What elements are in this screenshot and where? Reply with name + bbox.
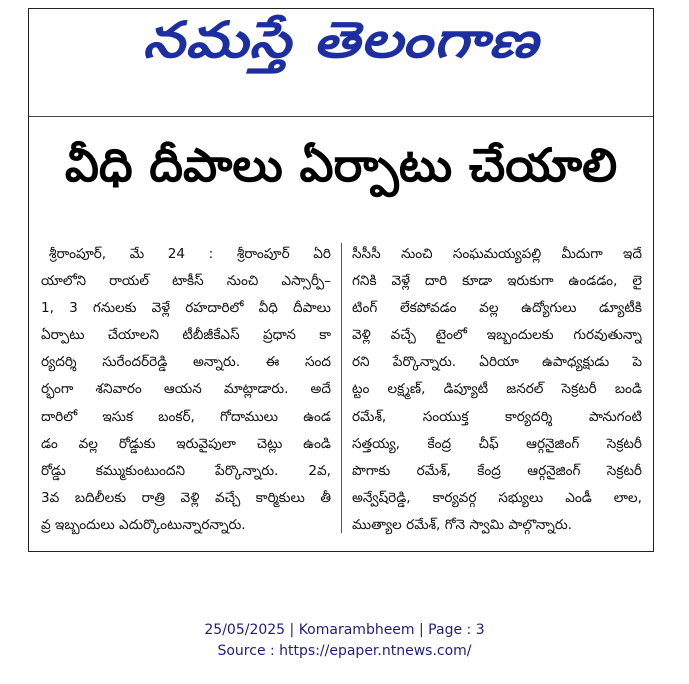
- article-line: సత్తయ్య, కేంద్ర చీఫ్ ఆర్గనైజింగ్ సెక్రటరీ: [352, 435, 642, 452]
- article-headline: వీధి దీపాలు ఏర్పాటు చేయాలి: [64, 138, 618, 192]
- article-line: రోడ్డు కమ్ముకుంటుందని పేర్కొన్నారు. 2వ,: [41, 462, 331, 479]
- article-line: దారిలో ఇసుక బంకర్, గోదాములు ఉండ: [41, 408, 331, 425]
- article-line: రమేశ్, సంయుక్త కార్యదర్శి పానుగంటి: [352, 408, 642, 425]
- article-line: 3వ బదిలీలకు రాత్రి వెళ్లి వచ్చే కార్మికులు తీ: [41, 489, 331, 506]
- article-column-right: [352, 241, 642, 539]
- article-line: ర్భంగా శనివారం ఆయన మాట్లాడారు. అదే: [41, 381, 331, 398]
- masthead-divider: [29, 116, 653, 117]
- masthead: [29, 9, 653, 117]
- article-line: యాలోని రాయల్ టాకీస్ నుంచి ఎస్సార్పీ–: [41, 273, 331, 290]
- newspaper-logo: నమస్తే తెలంగాణ: [143, 11, 539, 69]
- article-line: ఏర్పాటు చేయాలని టీబీజీకేఎస్ ప్రధాన కా: [41, 327, 331, 344]
- article-line: టింగ్ లేకపోవడం వల్ల ఉద్యోగులు డ్యూటీకి: [352, 300, 642, 317]
- article-line: శ్రీరాంపూర్, మే 24 : శ్రీరాంపూర్ ఏరి: [49, 246, 331, 262]
- article-line: ట్టం లక్ష్మణ్, డిప్యూటీ జనరల్ సెక్రటరీ బండి: [352, 381, 642, 398]
- article-line: సీసీసీ నుంచి సంఘమయ్యపల్లి మీదుగా ఇదే: [352, 246, 642, 262]
- article-line: 1, 3 గనులకు వెళ్లే రహదారిలో వీధి దీపాలు: [41, 300, 331, 317]
- column-divider: [341, 243, 342, 533]
- article-line: డం వల్ల రోడ్డుకు ఇరువైపులా చెట్లు ఉండి: [41, 435, 331, 452]
- caption-date-edition-page: 25/05/2025 | Komarambheem | Page : 3: [204, 622, 485, 638]
- clipping-caption: [0, 620, 689, 662]
- article-line: రని పేర్కొన్నారు. ఏరియా ఉపాధ్యక్షుడు పె: [352, 354, 642, 371]
- article-line: ర్యదర్శి సురేందర్‌రెడ్డి అన్నారు. ఈ సంద: [41, 354, 331, 371]
- article-line: గనికి వెళ్లే దారి కూడా ఇరుకుగా ఉండడం, లై: [352, 273, 642, 290]
- article-body: [41, 241, 641, 541]
- article-line: వెళ్లి వచ్చే టైంలో ఇబ్బందులకు గురవుతున్నా: [352, 327, 642, 344]
- article-line: అన్వేష్‌రెడ్డి, కార్యవర్గ సభ్యులు ఎండీ లాల,: [352, 489, 642, 506]
- newspaper-clipping: [28, 8, 654, 552]
- article-line: వ్ర ఇబ్బందులు ఎదుర్కొంటున్నారన్నారు.: [41, 516, 246, 533]
- article-line: ముత్యాల రమేశ్, గోనె స్వామి పాల్గొన్నారు.: [352, 516, 572, 533]
- article-column-left: [41, 241, 331, 539]
- article-line: పొగాకు రమేశ్, కేంద్ర ఆర్గనైజింగ్ సెక్రటరీ: [352, 462, 642, 479]
- caption-source: Source : https://epaper.ntnews.com/: [217, 643, 472, 659]
